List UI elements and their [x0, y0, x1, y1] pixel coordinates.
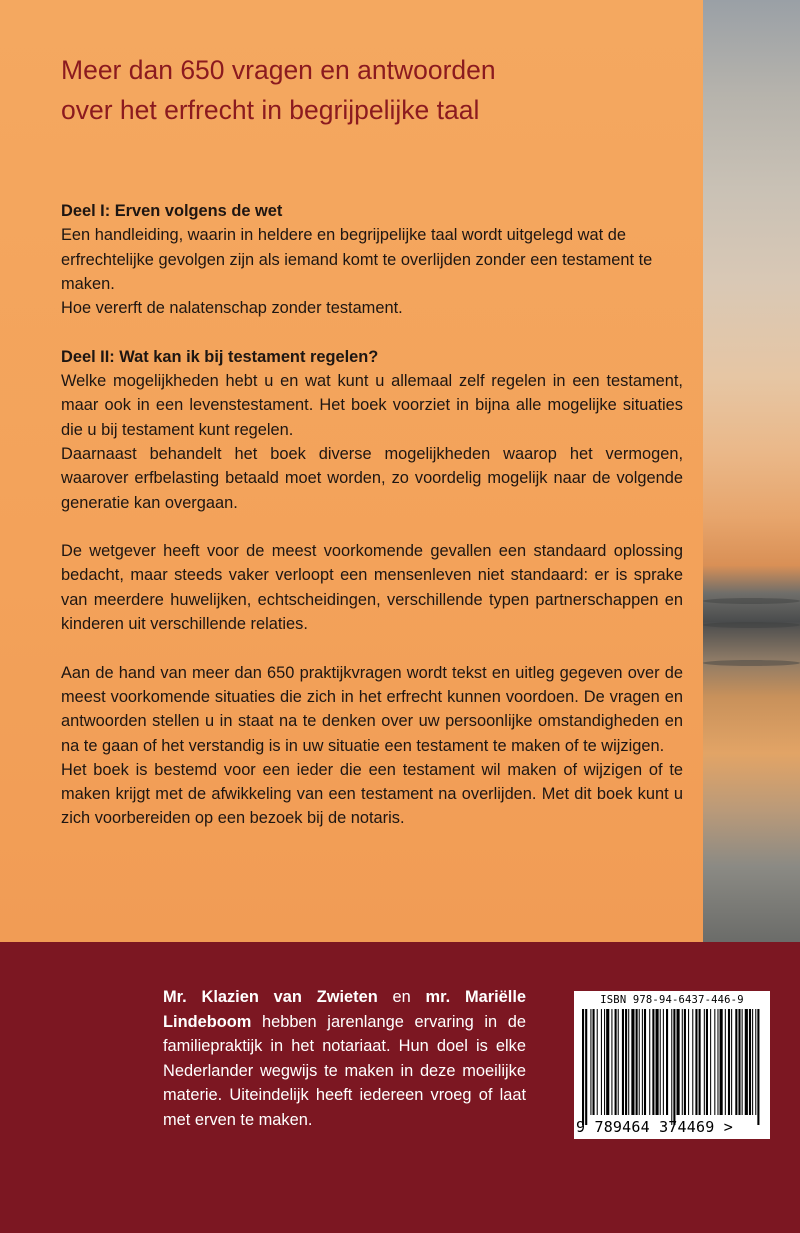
barcode-bar — [695, 1009, 697, 1115]
headline-line-2: over het erfrecht in begrijpelijke taal — [61, 95, 480, 125]
barcode-bar — [692, 1009, 693, 1115]
barcode-bar — [582, 1009, 584, 1125]
paragraph-practice-questions: Aan de hand van meer dan 650 praktijkvragen wordt tekst en uitleg gegeven over de meest voorkomende situaties die zich in het erfrecht kunnen voordoen. De vragen en antwoorden stellen u in staat na te denken over uw persoonlijke omstandigheden en na te gaan of het verstandig is in uw situatie een testament te maken of te wijzigen. — [61, 663, 683, 755]
barcode-bar — [731, 1009, 732, 1115]
barcode-bar — [593, 1009, 595, 1115]
barcode-bar — [735, 1009, 737, 1115]
paragraph-standard-solution: De wetgever heeft voor de meest voorkomende gevallen een standaard oplossing bedacht, maar steeds vaker verloopt een mensenleven niet standaard: er is sprake van meerdere huwelijken, echtscheidingen, verschillende typen partnerschappen en kinderen uit verschillende relaties. — [61, 542, 683, 634]
barcode-bar — [738, 1009, 740, 1115]
author-connector: en — [377, 988, 426, 1006]
wave-shape — [703, 598, 800, 604]
barcode-bar — [752, 1009, 753, 1115]
barcode-bar — [720, 1009, 723, 1115]
isbn-label: ISBN 978-94-6437-446-9 — [600, 994, 744, 1006]
barcode-bar — [757, 1009, 759, 1125]
barcode-bar — [590, 1009, 591, 1115]
barcode-bar — [606, 1009, 609, 1115]
barcode-bar — [631, 1009, 634, 1115]
barcode-bar — [644, 1009, 646, 1115]
author-bio-text: hebben jarenlange ervaring in de familiepraktijk in het notariaat. Hun doel is elke Nederlander wegwijs te maken in deze moeilijke materie. Uiteindelijk heeft iedereen vroeg of laat met erven te maken. — [163, 1012, 526, 1129]
barcode-bar — [671, 1009, 672, 1125]
beach-sunset-photo-strip — [703, 0, 800, 942]
barcode-bar — [628, 1009, 629, 1115]
headline-line-1: Meer dan 650 vragen en antwoorden — [61, 55, 496, 85]
cover-headline — [61, 50, 681, 130]
barcode-bar — [625, 1009, 627, 1115]
barcode-bar — [749, 1009, 751, 1115]
paragraph-audience: Het boek is bestemd voor een ieder die een testament wil maken of wijzigen of te maken krijgt met de afwikkeling van een testament na overlijden. Met dit boek kunt u zich voorbereiden op een bezoek bij de notaris. — [61, 760, 683, 828]
barcode-bar — [725, 1009, 726, 1115]
part2-text: Welke mogelijkheden hebt u en wat kunt u allemaal zelf regelen in een testament, maar ook in een levenstestament. Het boek voorziet in bijna alle mogelijke situaties die u bij testament kunt regelen. — [61, 372, 683, 439]
barcode-bar — [745, 1009, 748, 1115]
barcode-bar — [618, 1009, 619, 1115]
barcode-bar — [742, 1009, 743, 1115]
barcode-bar — [717, 1009, 718, 1115]
barcode-bar — [649, 1009, 650, 1115]
barcode-bar — [684, 1009, 686, 1115]
barcode-bar — [688, 1009, 689, 1115]
barcode-bar — [597, 1009, 598, 1115]
barcode-bars — [580, 1009, 764, 1125]
barcode-bar — [677, 1009, 680, 1115]
barcode-bar — [704, 1009, 705, 1115]
barcode-bar — [682, 1009, 683, 1115]
part1-heading: Deel I: Erven volgens de wet — [61, 202, 283, 220]
barcode-bar — [673, 1009, 675, 1125]
barcode-bar — [639, 1009, 640, 1115]
barcode-bar — [601, 1009, 602, 1115]
barcode-bar — [604, 1009, 605, 1115]
barcode-bar — [615, 1009, 617, 1115]
barcode-bar — [699, 1009, 701, 1115]
barcode-bar — [660, 1009, 661, 1115]
barcode-bar — [710, 1009, 711, 1115]
author-2-name: mr. Mariëlle Lindeboom — [163, 988, 526, 1031]
part2-heading: Deel II: Wat kan ik bij testament regelen? — [61, 347, 379, 366]
part1-text: Een handleiding, waarin in heldere en begrijpelijke taal wordt uitgelegd wat de erfrechtelijke gevolgen zijn als iemand komt te overlijden zonder een testament te maken. — [61, 226, 653, 293]
barcode-bar — [714, 1009, 715, 1115]
isbn-barcode — [574, 991, 770, 1139]
barcode-bar — [728, 1009, 730, 1115]
barcode-bar — [663, 1009, 664, 1115]
barcode-bar — [642, 1009, 643, 1115]
barcode-bar — [611, 1009, 612, 1115]
barcode-bar — [622, 1009, 624, 1115]
barcode-bar — [706, 1009, 708, 1115]
back-cover-body — [61, 199, 683, 831]
barcode-bar — [585, 1009, 587, 1125]
author-1-name: Mr. Klazien van Zwieten — [163, 988, 378, 1006]
barcode-bar — [755, 1009, 756, 1115]
wave-shape — [703, 660, 800, 666]
barcode-bar — [652, 1009, 654, 1115]
barcode-bar — [656, 1009, 659, 1115]
part1-text-2: Hoe vererft de nalatenschap zonder testament. — [61, 299, 403, 318]
part2-text-2: Daarnaast behandelt het boek diverse mogelijkheden waarop het vermogen, waarover erfbelasting betaald moet worden, zo voordelig mogelijk naar de volgende generatie kan overgaan. — [61, 444, 683, 512]
author-bio — [163, 985, 526, 1132]
barcode-bar — [636, 1009, 638, 1115]
wave-shape — [703, 622, 800, 628]
isbn-digits: 9 789464 374469 > — [576, 1118, 733, 1136]
barcode-bar — [666, 1009, 668, 1115]
